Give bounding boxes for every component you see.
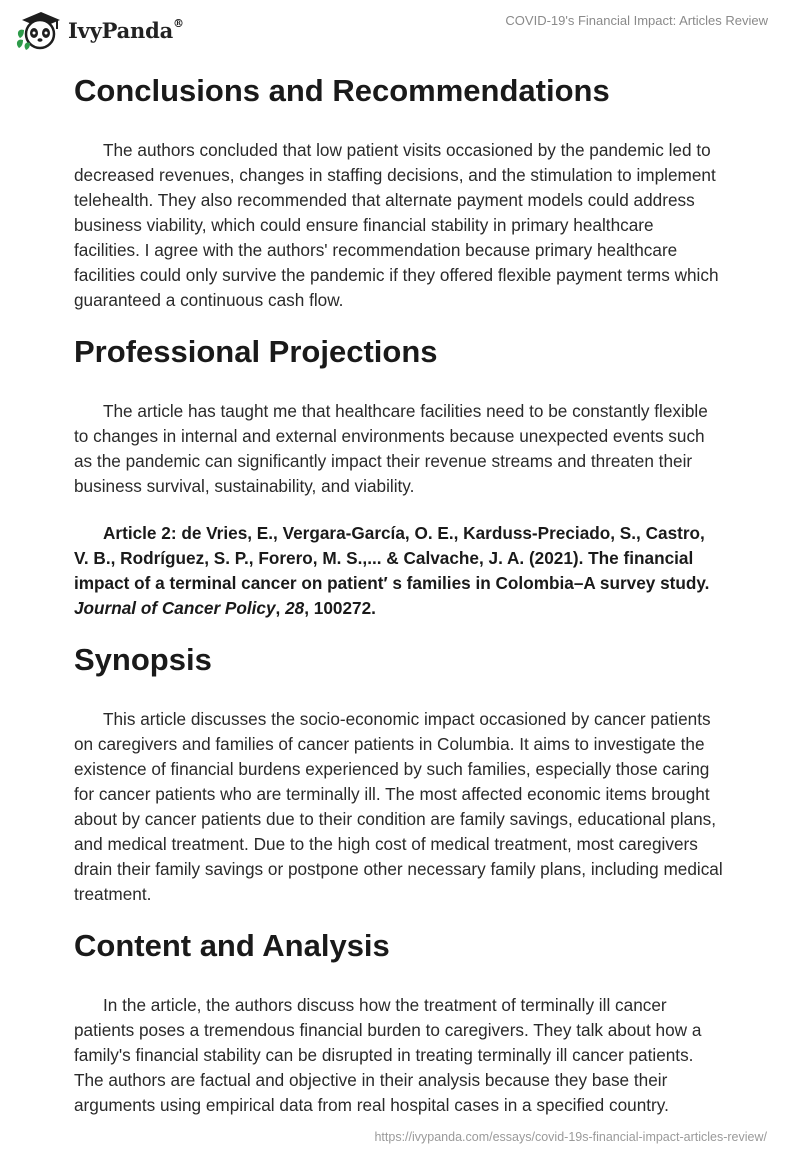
paragraph-conclusions: The authors concluded that low patient visits occasioned by the pandemic led to decreased revenues, changes in staffing decisions, and the stimulation to implement telehealth. They also recommended that alternate payment models could address business viability, which could ensure financial stability in primary healthcare facilities. I agree with the authors' recommendation because primary healthcare facilities could only survive the pandemic if they offered flexible payment terms which guaranteed a continuous cash flow.: [74, 140, 719, 310]
heading-projections: Professional Projections: [74, 334, 438, 369]
paragraph-synopsis: This article discusses the socio-economic impact occasioned by cancer patients on caregivers and families of cancer patients in Columbia. It aims to investigate the existence of financial burdens experienced by such families, especially those caring for cancer patients who are terminally ill. The most affected economic items brought about by cancer patients due to their condition are family savings, educational plans, and medical treatment. Due to the high cost of medical treatment, most caregivers drain their family savings or postpone other necessary family plans, including medical treatment.: [74, 709, 723, 904]
heading-conclusions: Conclusions and Recommendations: [74, 73, 610, 108]
heading-synopsis: Synopsis: [74, 642, 212, 677]
document-title: COVID-19's Financial Impact: Articles Review: [505, 13, 768, 28]
logo-text: IvyPanda®: [68, 16, 184, 43]
heading-content-analysis: Content and Analysis: [74, 928, 390, 963]
paragraph-projections: The article has taught me that healthcare facilities need to be constantly flexible to changes in internal and external environments because unexpected events such as the pandemic can significantly impact their revenue streams and threaten their business survival, sustainability, and viability.: [74, 401, 708, 496]
article-body: [74, 70, 724, 1118]
panda-logo-icon: [14, 8, 62, 52]
page-header: [0, 0, 800, 60]
source-url[interactable]: https://ivypanda.com/essays/covid-19s-financial-impact-articles-review/: [374, 1130, 767, 1144]
paragraph-content-analysis: In the article, the authors discuss how the treatment of terminally ill cancer patients poses a tremendous financial burden to caregivers. They talk about how a family's financial stability can be disrupted in treating terminally ill cancer patients. The authors are factual and objective in their analysis because they base their arguments using empirical data from real hospital cases in a specified country.: [74, 995, 702, 1115]
citation-article-2: Article 2: de Vries, E., Vergara-García, O. E., Karduss-Preciado, S., Castro, V. B., Rodríguez, S. P., Forero, M. S.,... & Calvache, J. A. (2021). The financial impact of a terminal cancer on patient′ s families in Colombia–A survey study. Journal of Cancer Policy, 28, 100272.: [74, 523, 710, 618]
ivypanda-logo[interactable]: [14, 8, 184, 52]
